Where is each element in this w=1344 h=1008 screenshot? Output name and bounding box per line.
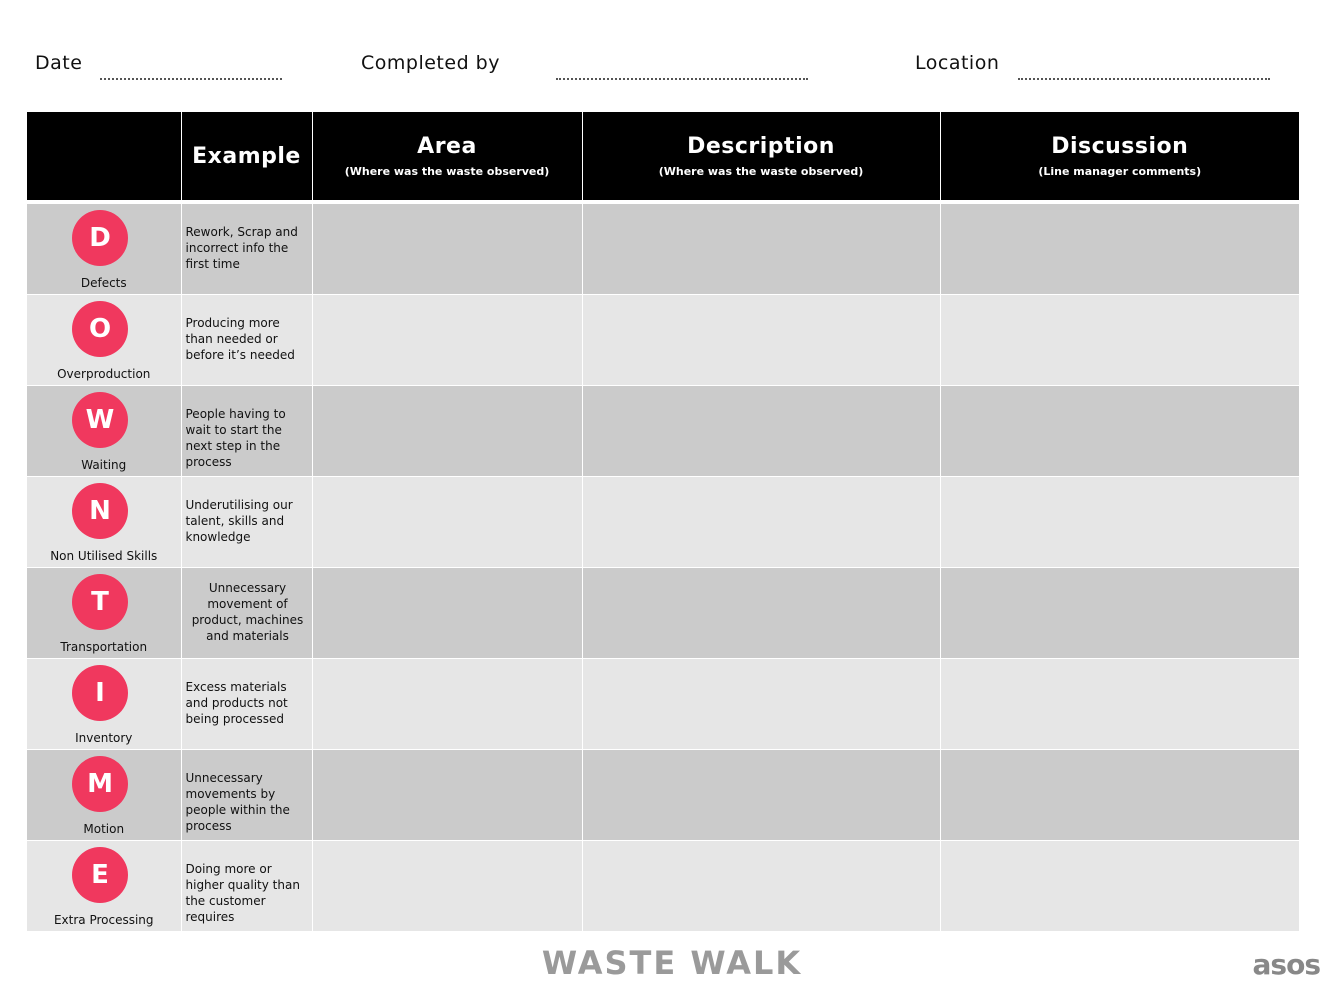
- table-body: [27, 200, 1299, 932]
- waste-letter-badge: I: [72, 665, 128, 721]
- table-row: [27, 204, 1299, 295]
- discussion-cell[interactable]: [940, 204, 1299, 295]
- waste-letter-badge: D: [72, 210, 128, 266]
- discussion-cell[interactable]: [940, 386, 1299, 477]
- header-example-title: Example: [192, 143, 301, 169]
- discussion-cell[interactable]: [940, 841, 1299, 932]
- example-cell: [181, 841, 312, 932]
- table-header-row: [27, 112, 1299, 200]
- description-cell[interactable]: [582, 750, 940, 841]
- header-description: [582, 112, 940, 200]
- waste-type-cell: [27, 295, 181, 386]
- header-description-title: Description: [687, 134, 835, 159]
- waste-letter-badge: N: [72, 483, 128, 539]
- table-row: [27, 750, 1299, 841]
- example-text: Unnecessary movements by people within the process: [185, 771, 290, 833]
- table-row: [27, 295, 1299, 386]
- example-cell: [181, 477, 312, 568]
- discussion-cell[interactable]: [940, 568, 1299, 659]
- example-text: People having to wait to start the next step in the process: [185, 407, 286, 469]
- example-text: Excess materials and products not being processed: [185, 680, 288, 726]
- waste-type-name: Overproduction: [57, 367, 151, 381]
- area-cell[interactable]: [312, 295, 582, 386]
- table-row: [27, 386, 1299, 477]
- description-cell[interactable]: [582, 659, 940, 750]
- waste-type-name: Motion: [83, 822, 125, 836]
- completed-by-label: Completed by: [361, 52, 500, 74]
- description-cell[interactable]: [582, 841, 940, 932]
- example-cell: [181, 204, 312, 295]
- waste-type-cell: [27, 750, 181, 841]
- table-row: [27, 659, 1299, 750]
- waste-type-cell: [27, 204, 181, 295]
- area-cell[interactable]: [312, 477, 582, 568]
- description-cell[interactable]: [582, 295, 940, 386]
- header-example: [181, 112, 312, 200]
- example-text: Producing more than needed or before it’s needed: [185, 316, 295, 362]
- area-cell[interactable]: [312, 386, 582, 477]
- date-field[interactable]: [100, 78, 282, 80]
- area-cell[interactable]: [312, 204, 582, 295]
- table-row: [27, 841, 1299, 932]
- waste-type-cell: [27, 568, 181, 659]
- header-area: [312, 112, 582, 200]
- table-row: [27, 568, 1299, 659]
- date-label: Date: [35, 52, 83, 74]
- table-row: [27, 477, 1299, 568]
- example-cell: [181, 568, 312, 659]
- example-text: Rework, Scrap and incorrect info the first time: [185, 225, 298, 271]
- footer-title: WASTE WALK: [541, 944, 803, 982]
- asos-logo: asos: [1252, 948, 1320, 981]
- area-cell[interactable]: [312, 750, 582, 841]
- description-cell[interactable]: [582, 477, 940, 568]
- header-discussion-title: Discussion: [1051, 134, 1189, 159]
- area-cell[interactable]: [312, 841, 582, 932]
- header-type: [27, 112, 181, 200]
- area-cell[interactable]: [312, 568, 582, 659]
- waste-type-name: Defects: [80, 276, 127, 290]
- waste-letter-badge: E: [72, 847, 128, 903]
- discussion-cell[interactable]: [940, 750, 1299, 841]
- waste-letter-badge: T: [72, 574, 128, 630]
- example-text: Underutilising our talent, skills and knowledge: [185, 498, 293, 544]
- header-area-subtitle: (Where was the waste observed): [344, 165, 550, 178]
- waste-letter-badge: W: [72, 392, 128, 448]
- waste-type-name: Inventory: [75, 731, 133, 745]
- waste-letter-badge: O: [72, 301, 128, 357]
- waste-type-name: Transportation: [60, 640, 148, 654]
- waste-letter-badge: M: [72, 756, 128, 812]
- description-cell[interactable]: [582, 204, 940, 295]
- location-field[interactable]: [1018, 78, 1270, 80]
- description-cell[interactable]: [582, 386, 940, 477]
- description-cell[interactable]: [582, 568, 940, 659]
- waste-type-cell: [27, 386, 181, 477]
- example-text: Unnecessary movement of product, machines and materials: [191, 581, 304, 643]
- waste-type-cell: [27, 477, 181, 568]
- waste-type-name: Non Utilised Skills: [50, 549, 158, 563]
- example-cell: [181, 659, 312, 750]
- example-cell: [181, 386, 312, 477]
- waste-type-cell: [27, 841, 181, 932]
- area-cell[interactable]: [312, 659, 582, 750]
- waste-type-name: Extra Processing: [53, 913, 154, 927]
- discussion-cell[interactable]: [940, 477, 1299, 568]
- example-cell: [181, 750, 312, 841]
- header-area-title: Area: [417, 134, 477, 159]
- waste-walk-table: [27, 112, 1299, 932]
- location-label: Location: [915, 52, 1000, 74]
- header-discussion: [940, 112, 1299, 200]
- waste-type-name: Waiting: [81, 458, 127, 472]
- discussion-cell[interactable]: [940, 295, 1299, 386]
- discussion-cell[interactable]: [940, 659, 1299, 750]
- example-text: Doing more or higher quality than the customer requires: [185, 862, 300, 924]
- header-description-subtitle: (Where was the waste observed): [658, 165, 864, 178]
- header-discussion-subtitle: (Line manager comments): [1038, 165, 1202, 178]
- waste-type-cell: [27, 659, 181, 750]
- completed-by-field[interactable]: [556, 78, 808, 80]
- example-cell: [181, 295, 312, 386]
